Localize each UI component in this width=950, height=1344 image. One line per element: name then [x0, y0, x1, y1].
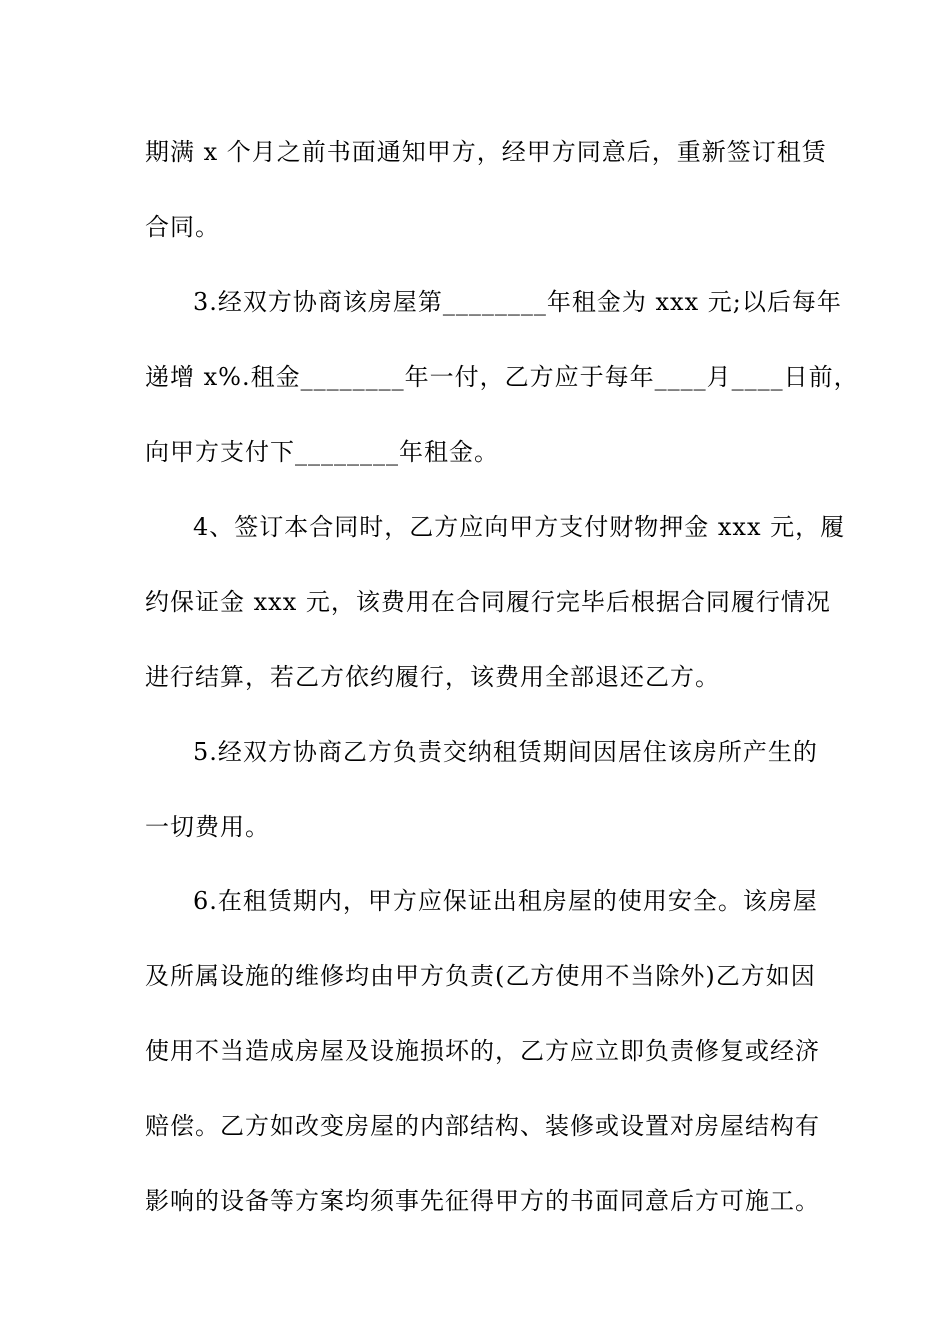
- text-line: 使用不当造成房屋及设施损坏的，乙方应立即负责修复或经济: [145, 1037, 820, 1065]
- paragraph-4-start: 4、签订本合同时，乙方应向甲方支付财物押金 xxx 元，履: [193, 513, 846, 541]
- text-line: 递增 x%.租金________年一付，乙方应于每年____月____日前，: [145, 363, 859, 391]
- text-line: 一切费用。: [145, 813, 270, 841]
- text-line: 约保证金 xxx 元，该费用在合同履行完毕后根据合同履行情况: [145, 588, 831, 616]
- text-line: 合同。: [145, 213, 220, 241]
- paragraph-5-start: 5.经双方协商乙方负责交纳租赁期间因居住该房所产生的: [193, 738, 818, 766]
- paragraph-3-start: 3.经双方协商该房屋第________年租金为 xxx 元;以后每年: [193, 288, 842, 316]
- text-line: 赔偿。乙方如改变房屋的内部结构、装修或设置对房屋结构有: [145, 1112, 820, 1140]
- text-line: 影响的设备等方案均须事先征得甲方的书面同意后方可施工。: [145, 1187, 820, 1215]
- text-line: 向甲方支付下________年租金。: [145, 438, 499, 466]
- paragraph-6-start: 6.在租赁期内，甲方应保证出租房屋的使用安全。该房屋: [193, 887, 818, 915]
- text-line: 期满 x 个月之前书面通知甲方，经甲方同意后，重新签订租赁: [145, 138, 827, 166]
- text-line: 及所属设施的维修均由甲方负责(乙方使用不当除外)乙方如因: [145, 962, 816, 990]
- text-line: 进行结算，若乙方依约履行，该费用全部退还乙方。: [145, 663, 720, 691]
